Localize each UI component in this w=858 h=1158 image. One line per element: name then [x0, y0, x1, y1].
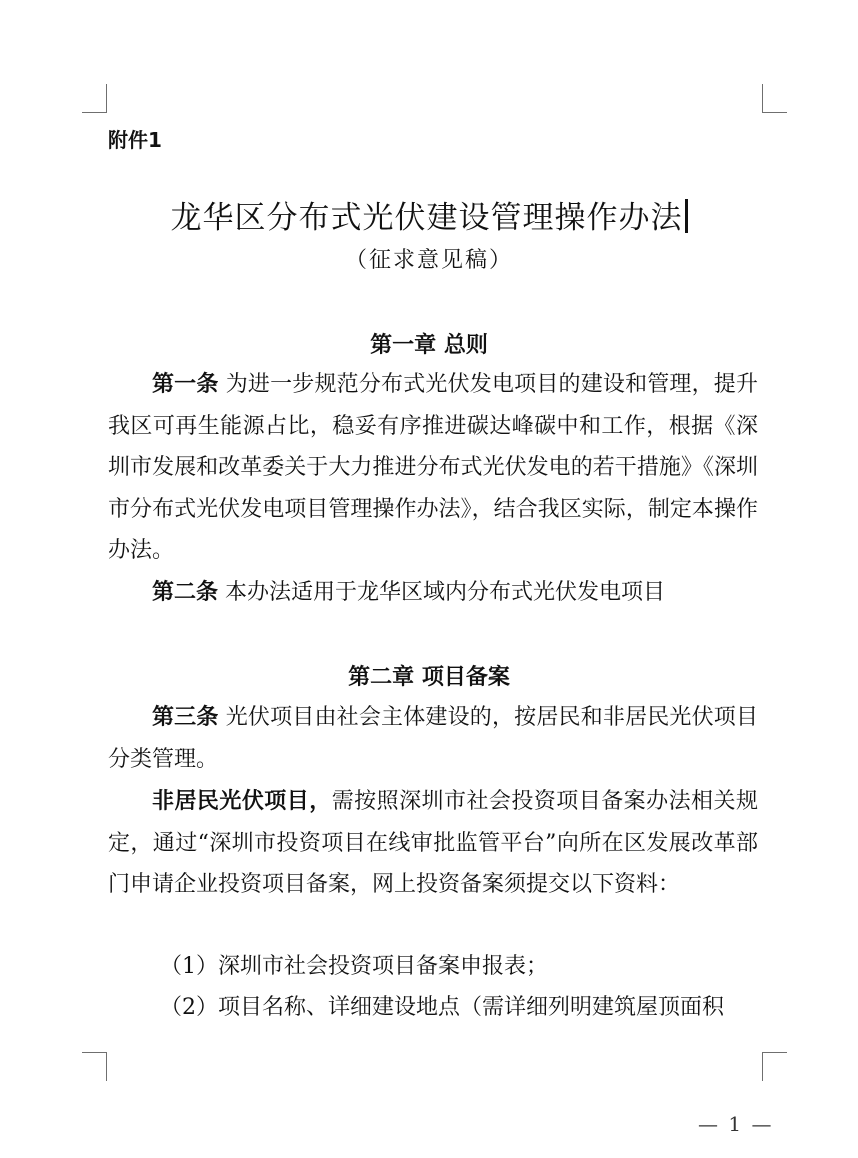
article-paragraph	[108, 572, 758, 614]
crop-mark-bottom-right	[762, 1052, 787, 1081]
crop-mark-top-right	[762, 84, 787, 113]
article-text: 需按照深圳市社会投资项目备案办法相关规定，通过“深圳市投资项目在线审批监管平台”向所在区发展改革部门申请企业投资项目备案，网上投资备案须提交以下资料：	[108, 789, 758, 897]
article-label: 第二条	[152, 580, 219, 605]
document-title	[0, 192, 858, 237]
article-paragraph	[108, 364, 758, 572]
list-item: （1）深圳市社会投资项目备案申报表；	[160, 954, 548, 979]
chapter-heading: 第二章 项目备案	[348, 665, 510, 690]
article-label: 第一条	[152, 372, 219, 397]
article-label: 第三条	[152, 705, 219, 730]
article-paragraph	[108, 781, 758, 906]
attachment-label: 附件1	[108, 128, 162, 152]
article-paragraph	[108, 697, 758, 780]
article-text: 本办法适用于龙华区域内分布式光伏发电项目	[225, 580, 666, 605]
list-item: （2）项目名称、详细建设地点（需详细列明建筑屋顶面积	[160, 995, 724, 1020]
chapter-heading: 第一章 总则	[370, 333, 488, 358]
text-cursor	[685, 199, 688, 233]
article-label: 非居民光伏项目，	[152, 789, 332, 814]
crop-mark-bottom-left	[82, 1052, 107, 1081]
article-text: 光伏项目由社会主体建设的，按居民和非居民光伏项目分类管理。	[108, 705, 758, 772]
article-text: 为进一步规范分布式光伏发电项目的建设和管理，提升我区可再生能源占比，稳妥有序推进碳达峰碳中和工作，根据《深圳市发展和改革委关于大力推进分布式光伏发电的若干措施》《深圳市分布式光伏发电项目管理操作办法》，结合我区实际，制定本操作办法。	[108, 372, 758, 563]
document-title-text: 龙华区分布式光伏建设管理操作办法	[170, 200, 683, 236]
document-subtitle: （征求意见稿）	[344, 248, 513, 273]
crop-mark-top-left	[82, 84, 107, 113]
page-number: — 1 —	[698, 1112, 774, 1136]
